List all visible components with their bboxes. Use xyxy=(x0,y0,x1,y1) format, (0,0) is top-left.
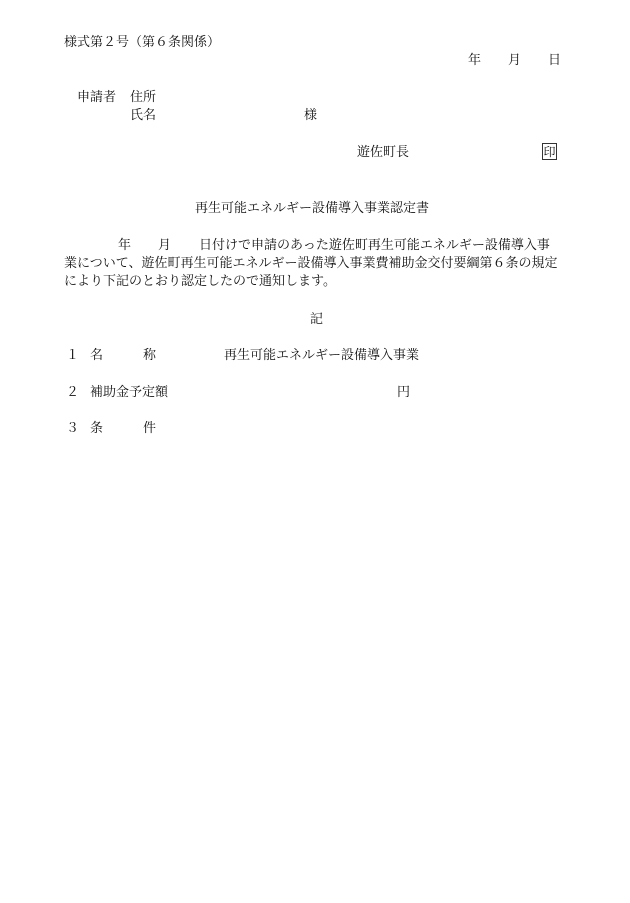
document-title: 再生可能エネルギー設備導入事業認定書 xyxy=(195,201,430,216)
address-label: 住所 xyxy=(130,90,157,105)
name-label: 氏名 xyxy=(130,108,157,123)
date-day-label: 日 xyxy=(548,53,562,68)
issuer-title: 遊佐町長 xyxy=(357,145,410,160)
seal-mark: 印 xyxy=(543,145,556,159)
item-1-number: １ xyxy=(66,348,80,363)
body-month-label: 月 xyxy=(158,238,172,253)
ki-heading: 記 xyxy=(310,312,324,327)
item-2-label: 補助金予定額 xyxy=(90,385,169,400)
applicant-label: 申請者 xyxy=(77,90,117,105)
item-3-label-b: 件 xyxy=(143,421,157,436)
date-year-label: 年 xyxy=(468,53,482,68)
body-year-label: 年 xyxy=(118,238,132,253)
item-1-value: 再生可能エネルギー設備導入事業 xyxy=(224,348,420,363)
form-number: 様式第２号（第６条関係） xyxy=(64,35,221,50)
body-line-2: 業について、遊佐町再生可能エネルギー設備導入事業費補助金交付要綱第６条の規定 xyxy=(64,256,558,271)
body-line-1: 日付けで申請のあった遊佐町再生可能エネルギー設備導入事 xyxy=(199,238,550,253)
honorific-label: 様 xyxy=(304,108,318,123)
body-line-3: により下記のとおり認定したので通知します。 xyxy=(64,274,336,289)
item-2-number: ２ xyxy=(66,385,80,400)
item-1-label-b: 称 xyxy=(143,348,157,363)
date-month-label: 月 xyxy=(508,53,522,68)
item-3-number: ３ xyxy=(66,421,80,436)
item-3-label-a: 条 xyxy=(90,421,104,436)
item-2-unit: 円 xyxy=(397,385,411,400)
item-1-label-a: 名 xyxy=(90,348,104,363)
